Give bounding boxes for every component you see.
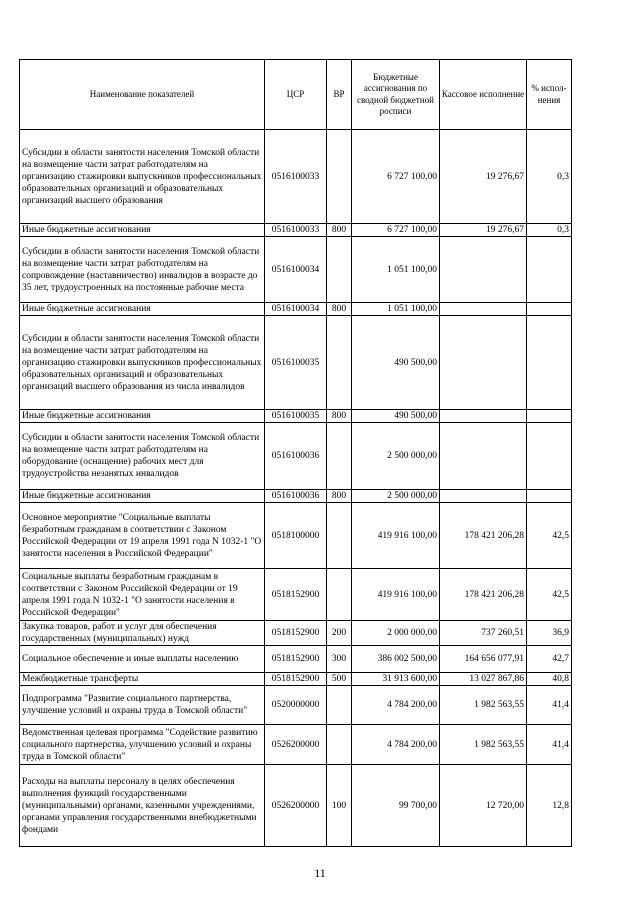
row-cash: 1 982 563,55 (440, 725, 527, 765)
row-budget: 99 700,00 (352, 765, 440, 847)
row-csr: 0518152900 (265, 673, 327, 686)
table-header-row (20, 60, 572, 130)
row-name: Субсидии в области занятости населения Томской области на возмещение части затрат работодателям на оборудование (оснащение) рабочих мест для трудоустройства незанятых инвалидов (20, 423, 265, 490)
table-row (20, 503, 572, 569)
table-row (20, 725, 572, 765)
row-percent (527, 316, 572, 410)
row-percent: 36,9 (527, 621, 572, 646)
row-name: Основное мероприятие "Социальные выплаты безработным гражданам в соответствии с Законом Российской Федерации от 19 апреля 1991 года N 1032-1 "О занятости населения в Российской Федерации" (20, 503, 265, 569)
row-cash (440, 303, 527, 316)
row-csr: 0526200000 (265, 765, 327, 847)
row-percent (527, 490, 572, 503)
table-row (20, 621, 572, 646)
row-name: Социальные выплаты безработным гражданам в соответствии с Законом Российской Федерации от 19 апреля 1991 года N 1032-1 "О занятости населения в Российской Федерации" (20, 569, 265, 621)
row-csr: 0516100033 (265, 130, 327, 224)
row-budget: 490 500,00 (352, 410, 440, 423)
row-cash: 178 421 206,28 (440, 569, 527, 621)
row-csr: 0518100000 (265, 503, 327, 569)
row-vr (327, 316, 352, 410)
row-percent: 42,5 (527, 569, 572, 621)
row-budget: 2 500 000,00 (352, 490, 440, 503)
row-cash: 737 260,51 (440, 621, 527, 646)
row-budget: 490 500,00 (352, 316, 440, 410)
table-row (20, 423, 572, 490)
row-vr: 800 (327, 303, 352, 316)
row-budget: 31 913 600,00 (352, 673, 440, 686)
header-csr: ЦСР (265, 60, 327, 130)
row-cash: 178 421 206,28 (440, 503, 527, 569)
row-csr: 0516100036 (265, 490, 327, 503)
table-row (20, 237, 572, 303)
row-percent (527, 423, 572, 490)
table-row (20, 303, 572, 316)
row-vr (327, 423, 352, 490)
row-vr (327, 569, 352, 621)
row-percent: 42,5 (527, 503, 572, 569)
row-percent (527, 303, 572, 316)
page-number: 11 (314, 866, 326, 880)
row-csr: 0516100034 (265, 237, 327, 303)
row-budget: 1 051 100,00 (352, 303, 440, 316)
row-csr: 0516100036 (265, 423, 327, 490)
row-name: Субсидии в области занятости населения Томской области на возмещение части затрат работодателям на организацию стажировки выпускников профессиональных образовательных организаций и образовательных организаций высшего образования (20, 130, 265, 224)
table-row (20, 646, 572, 673)
row-vr: 800 (327, 490, 352, 503)
row-percent: 0,3 (527, 130, 572, 224)
row-cash (440, 316, 527, 410)
row-name: Иные бюджетные ассигнования (20, 490, 265, 503)
header-name: Наименование показателей (20, 60, 265, 130)
header-vr: ВР (327, 60, 352, 130)
row-csr: 0516100035 (265, 316, 327, 410)
row-cash (440, 410, 527, 423)
row-percent (527, 237, 572, 303)
header-cash: Кассовое исполнение (440, 60, 527, 130)
row-cash: 1 982 563,55 (440, 686, 527, 725)
row-vr (327, 503, 352, 569)
row-vr: 100 (327, 765, 352, 847)
row-name: Иные бюджетные ассигнования (20, 224, 265, 237)
table-row (20, 490, 572, 503)
row-percent: 42,7 (527, 646, 572, 673)
row-name: Субсидии в области занятости населения Томской области на возмещение части затрат работодателям на организацию стажировки выпускников профессиональных образовательных организаций и образовательных организаций высшего образования из числа инвалидов (20, 316, 265, 410)
row-cash (440, 423, 527, 490)
row-budget: 2 500 000,00 (352, 423, 440, 490)
row-budget: 2 000 000,00 (352, 621, 440, 646)
table-row (20, 765, 572, 847)
row-cash: 13 027 867,86 (440, 673, 527, 686)
row-vr (327, 686, 352, 725)
row-cash: 19 276,67 (440, 224, 527, 237)
row-name: Субсидии в области занятости населения Томской области на возмещение части затрат работодателям на сопровождение (наставничество) инвалидов в возрасте до 35 лет, трудоустроенных на постоянные рабочие места (20, 237, 265, 303)
row-name: Иные бюджетные ассигнования (20, 410, 265, 423)
row-cash: 12 720,00 (440, 765, 527, 847)
row-budget: 4 784 200,00 (352, 725, 440, 765)
table-row (20, 569, 572, 621)
table-row (20, 130, 572, 224)
row-cash (440, 237, 527, 303)
row-csr: 0516100035 (265, 410, 327, 423)
row-budget: 6 727 100,00 (352, 130, 440, 224)
row-csr: 0526200000 (265, 725, 327, 765)
row-budget: 4 784 200,00 (352, 686, 440, 725)
row-name: Иные бюджетные ассигнования (20, 303, 265, 316)
row-vr: 300 (327, 646, 352, 673)
row-vr (327, 725, 352, 765)
table-row (20, 673, 572, 686)
row-csr: 0518152900 (265, 569, 327, 621)
row-name: Подпрограмма "Развитие социального партнерства, улучшение условий и охраны труда в Томской области" (20, 686, 265, 725)
row-vr: 200 (327, 621, 352, 646)
row-percent: 12,8 (527, 765, 572, 847)
row-percent: 41,4 (527, 686, 572, 725)
row-csr: 0516100034 (265, 303, 327, 316)
header-percent: % испол-нения (527, 60, 572, 130)
table-row (20, 224, 572, 237)
row-percent: 0,3 (527, 224, 572, 237)
row-csr: 0516100033 (265, 224, 327, 237)
budget-execution-table (19, 59, 572, 847)
row-name: Расходы на выплаты персоналу в целях обеспечения выполнения функций государственными (муниципальными) органами, казенными учреждениями, органами управления государственными внебюджетными фондами (20, 765, 265, 847)
row-name: Закупка товаров, работ и услуг для обеспечения государственных (муниципальных) нужд (20, 621, 265, 646)
row-csr: 0518152900 (265, 646, 327, 673)
row-vr: 800 (327, 410, 352, 423)
row-vr (327, 130, 352, 224)
row-budget: 419 916 100,00 (352, 569, 440, 621)
row-cash: 19 276,67 (440, 130, 527, 224)
row-csr: 0520000000 (265, 686, 327, 725)
row-budget: 6 727 100,00 (352, 224, 440, 237)
row-percent: 41,4 (527, 725, 572, 765)
row-csr: 0518152900 (265, 621, 327, 646)
row-vr (327, 237, 352, 303)
row-cash (440, 490, 527, 503)
row-percent: 40,8 (527, 673, 572, 686)
row-name: Межбюджетные трансферты (20, 673, 265, 686)
row-vr: 500 (327, 673, 352, 686)
row-budget: 419 916 100,00 (352, 503, 440, 569)
table-row (20, 410, 572, 423)
row-budget: 386 002 500,00 (352, 646, 440, 673)
table-row (20, 686, 572, 725)
table-row (20, 316, 572, 410)
row-name: Ведомственная целевая программа "Содействие развитию социального партнерства, улучшению условий и охраны труда в Томской области" (20, 725, 265, 765)
row-name: Социальное обеспечение и иные выплаты населению (20, 646, 265, 673)
row-vr: 800 (327, 224, 352, 237)
row-cash: 164 656 077,91 (440, 646, 527, 673)
header-budget: Бюджетные ассигнования по сводной бюджетной росписи (352, 60, 440, 130)
row-budget: 1 051 100,00 (352, 237, 440, 303)
row-percent (527, 410, 572, 423)
